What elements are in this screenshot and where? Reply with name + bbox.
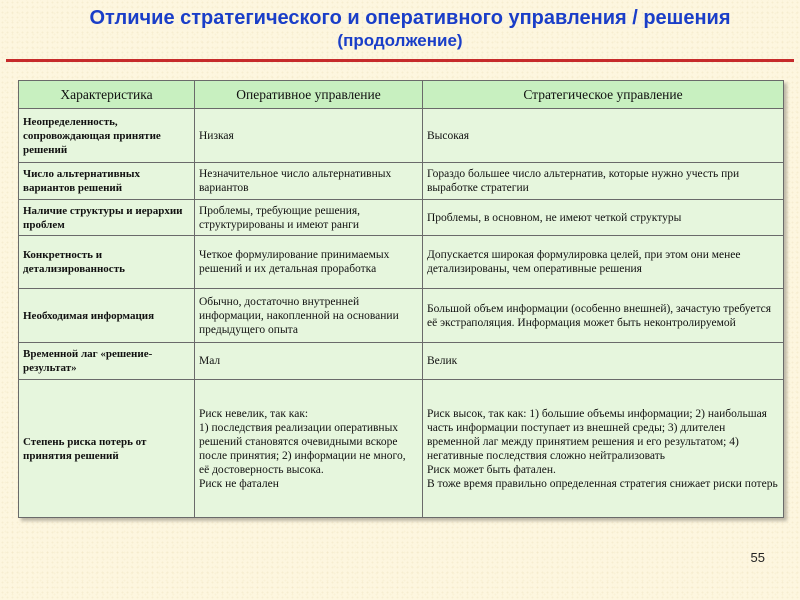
- row-characteristic: Временной лаг «решение-результат»: [19, 343, 195, 380]
- row-characteristic: Наличие структуры и иерархии проблем: [19, 200, 195, 236]
- header-strategic: Стратегическое управление: [423, 81, 784, 109]
- table-row: [19, 163, 784, 200]
- row-characteristic: Число альтернативных вариантов решений: [19, 163, 195, 200]
- row-characteristic: Неопределенность, сопровождающая принятие решений: [19, 109, 195, 163]
- table-header-row: [19, 81, 784, 109]
- table-row: [19, 343, 784, 380]
- row-characteristic: Степень риска потерь от принятия решений: [19, 380, 195, 518]
- row-operational: Четкое формулирование принимаемых решений и их детальная проработка: [195, 236, 423, 289]
- row-operational: Обычно, достаточно внутренней информации, накопленной на основании предыдущего опыта: [195, 289, 423, 343]
- table-row: [19, 236, 784, 289]
- row-strategic: Большой объем информации (особенно внешней), зачастую требуется её экстраполяция. Информация может быть неконтролируемой: [423, 289, 784, 343]
- row-operational: Риск невелик, так как: 1) последствия реализации оперативных решений становятся очевидными вскоре после принятия; 2) информации не много, её достоверность высока. Риск не фатален: [195, 380, 423, 518]
- table-row: [19, 200, 784, 236]
- row-operational: Мал: [195, 343, 423, 380]
- title-line-1: Отличие стратегического и оперативного управления / решения: [89, 7, 731, 29]
- table-row: [19, 109, 784, 163]
- row-strategic: Гораздо большее число альтернатив, которые нужно учесть при выработке стратегии: [423, 163, 784, 200]
- row-operational: Низкая: [195, 109, 423, 163]
- table-row: [19, 289, 784, 343]
- table-row: [19, 380, 784, 518]
- row-strategic: Риск высок, так как: 1) большие объемы информации; 2) наибольшая часть информации поступает из внешней среды; 3) длителен временной лаг между принятием решения и его результатом; 4) негативные последствия сложно нейтрализовать Риск может быть фатален. В тоже время правильно определенная стратегия снижает риски потерь: [423, 380, 784, 518]
- page-number: 55: [750, 550, 765, 565]
- row-strategic: Велик: [423, 343, 784, 380]
- row-strategic: Проблемы, в основном, не имеют четкой структуры: [423, 200, 784, 236]
- title-line-2: (продолжение): [337, 31, 463, 50]
- row-characteristic: Необходимая информация: [19, 289, 195, 343]
- row-strategic: Высокая: [423, 109, 784, 163]
- header-characteristic: Характеристика: [19, 81, 195, 109]
- row-operational: Незначительное число альтернативных вариантов: [195, 163, 423, 200]
- comparison-table: [18, 80, 784, 518]
- title-divider: [6, 59, 794, 62]
- header-operational: Оперативное управление: [195, 81, 423, 109]
- slide-title: [0, 6, 800, 52]
- row-characteristic: Конкретность и детализированность: [19, 236, 195, 289]
- row-strategic: Допускается широкая формулировка целей, при этом они менее детализированы, чем оперативные решения: [423, 236, 784, 289]
- row-operational: Проблемы, требующие решения, структурированы и имеют ранги: [195, 200, 423, 236]
